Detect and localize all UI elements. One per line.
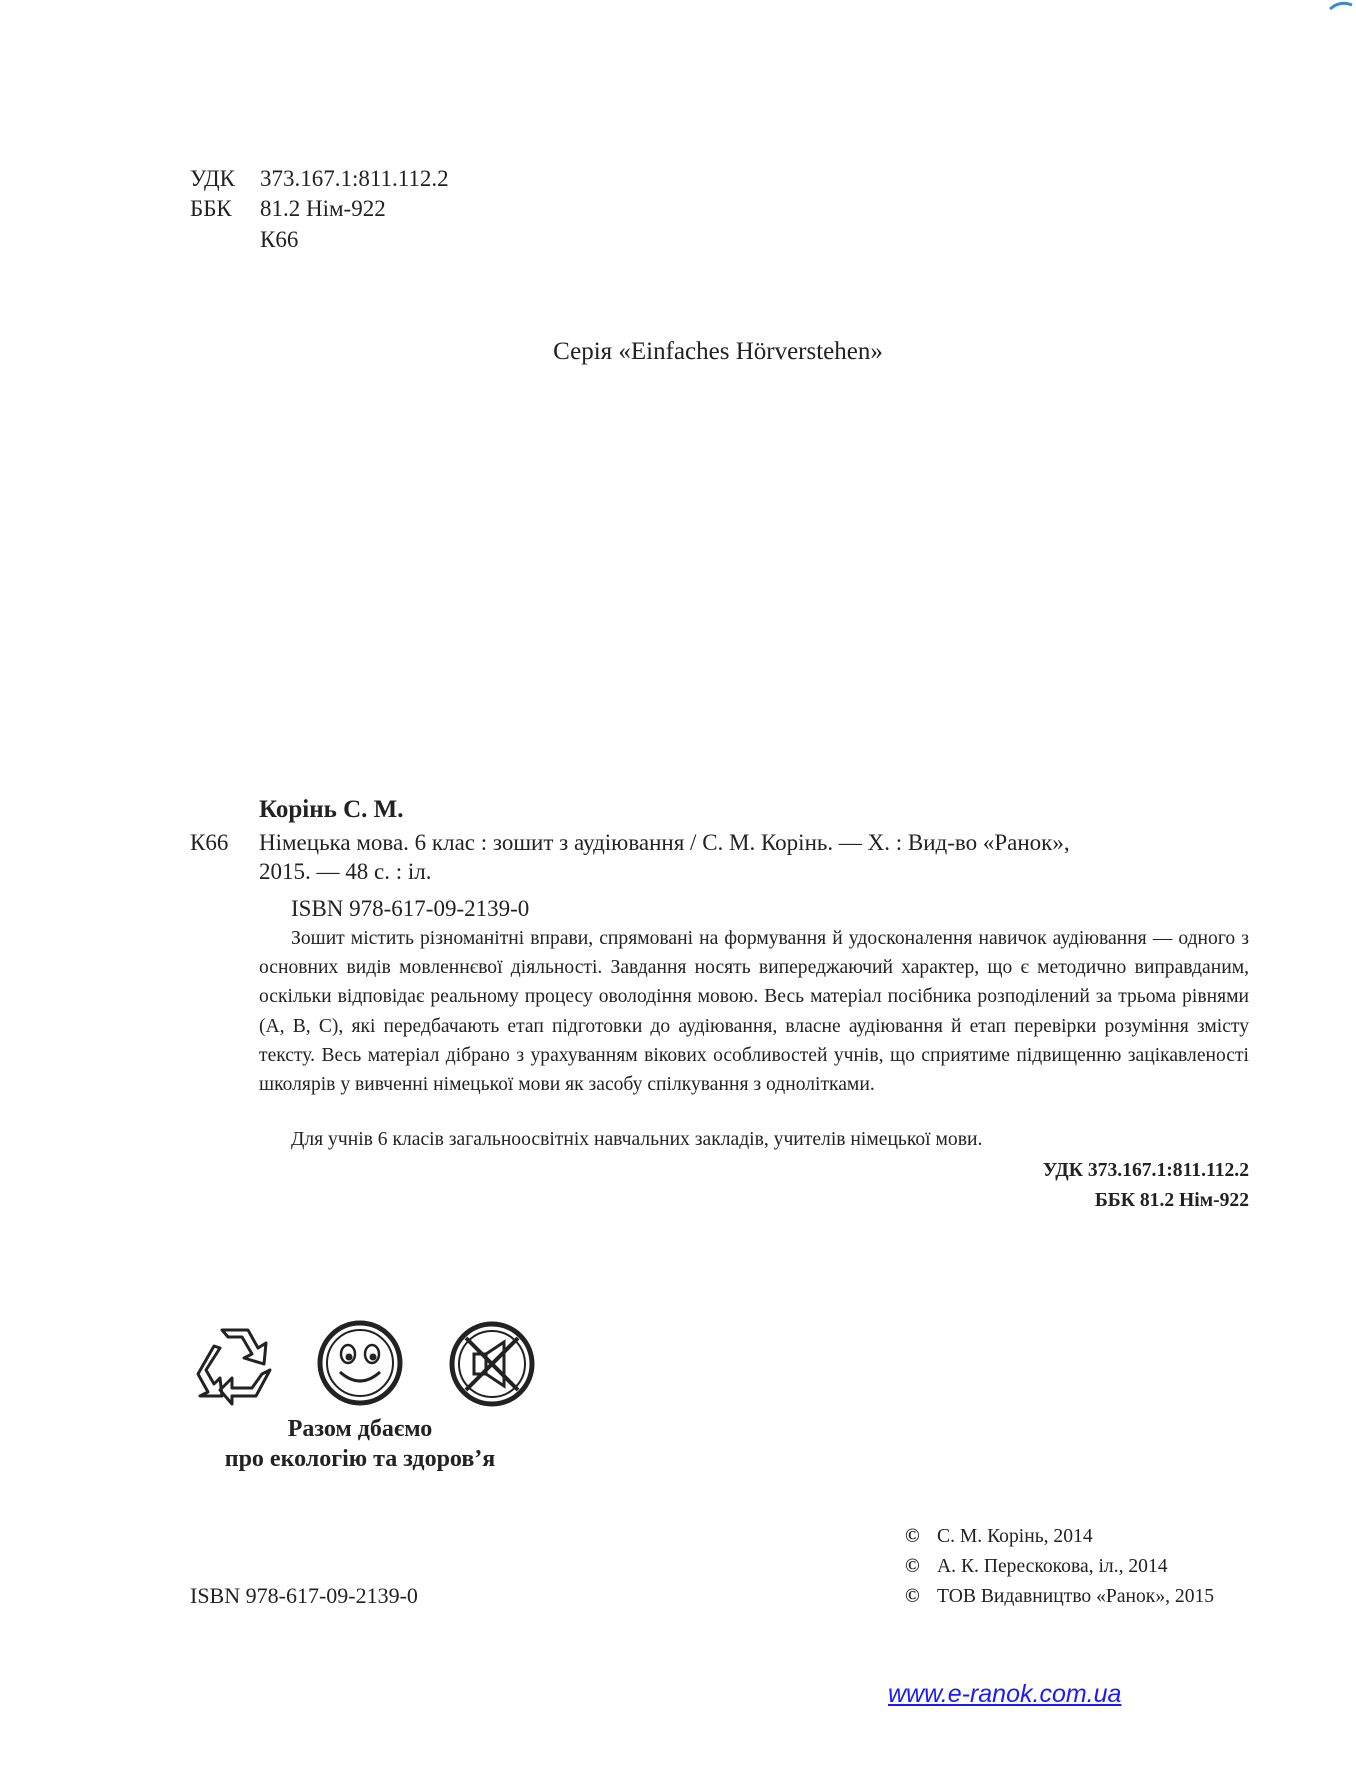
- book-abstract: Зошит містить різноманітні вправи, спрямовані на формування й удосконалення навичок аудіювання — одного з основних видів мовленнєвої діяльності. Завдання носять випереджаючий характер, що є методично виправданим, оскільки відповідає реальному процесу оволодіння мовою. Весь матеріал посібника розподілений за трьома рівнями (А, В, С), які передбачають етап підготовки до аудіювання, власне аудіювання й етап перевірки розуміння змісту тексту. Весь матеріал дібрано з урахуванням вікових особливостей учнів, що сприятиме підвищенню зацікавленості школярів у вивченні німецької мови як засобу спілкування з однолітками.: [259, 928, 1249, 1096]
- udk-label: УДК: [190, 166, 235, 191]
- bbk-label: ББК: [190, 196, 232, 221]
- copyright-line: [905, 1582, 1214, 1612]
- smiley-icon: [315, 1318, 405, 1408]
- eco-line-1: Разом дбаємо: [287, 1416, 433, 1442]
- copyright-text: ТОВ Видавництво «Ранок», 2015: [937, 1586, 1215, 1607]
- bib-isbn: ISBN 978-617-09-2139-0: [291, 896, 530, 921]
- author-mark: К66: [260, 227, 299, 252]
- copyright-symbol: ©: [905, 1556, 920, 1577]
- isbn-bottom: ISBN 978-617-09-2139-0: [190, 1583, 418, 1608]
- bib-line-1: Німецька мова. 6 клас : зошит з аудіювання / С. М. Корінь. — Х. : Вид-во «Ранок»,: [259, 830, 1070, 855]
- udk-right: УДК 373.167.1:811.112.2: [1042, 1160, 1249, 1181]
- copyright-text: А. К. Перескокова, іл., 2014: [937, 1556, 1168, 1577]
- copyright-line: [905, 1522, 1093, 1552]
- copyright-text: С. М. Корінь, 2014: [937, 1526, 1093, 1547]
- series-title: Серія «Einfaches Hörverstehen»: [553, 338, 883, 365]
- corner-mark-icon: [1326, 0, 1356, 10]
- eco-line-2: про екологію та здоров’я: [224, 1446, 496, 1472]
- book-author: Корінь С. М.: [259, 796, 404, 823]
- copyright-symbol: ©: [905, 1526, 920, 1547]
- website-link[interactable]: www.e-ranok.com.ua: [888, 1680, 1122, 1708]
- no-speaker-icon: [448, 1320, 536, 1408]
- udk-value: 373.167.1:811.112.2: [260, 166, 449, 191]
- bbk-value: 81.2 Нім-922: [260, 196, 386, 221]
- bbk-right: ББК 81.2 Нім-922: [1094, 1190, 1249, 1211]
- copyright-line: [905, 1552, 1168, 1582]
- book-audience: Для учнів 6 класів загальноосвітніх навчальних закладів, учителів німецької мови.: [291, 1129, 983, 1150]
- bib-mark: К66: [190, 830, 229, 855]
- recycle-icon: [186, 1322, 284, 1406]
- classification-udk: [190, 164, 449, 194]
- classification-bbk: [190, 194, 386, 224]
- copyright-symbol: ©: [905, 1586, 920, 1607]
- bib-line-2: 2015. — 48 с. : іл.: [259, 859, 432, 884]
